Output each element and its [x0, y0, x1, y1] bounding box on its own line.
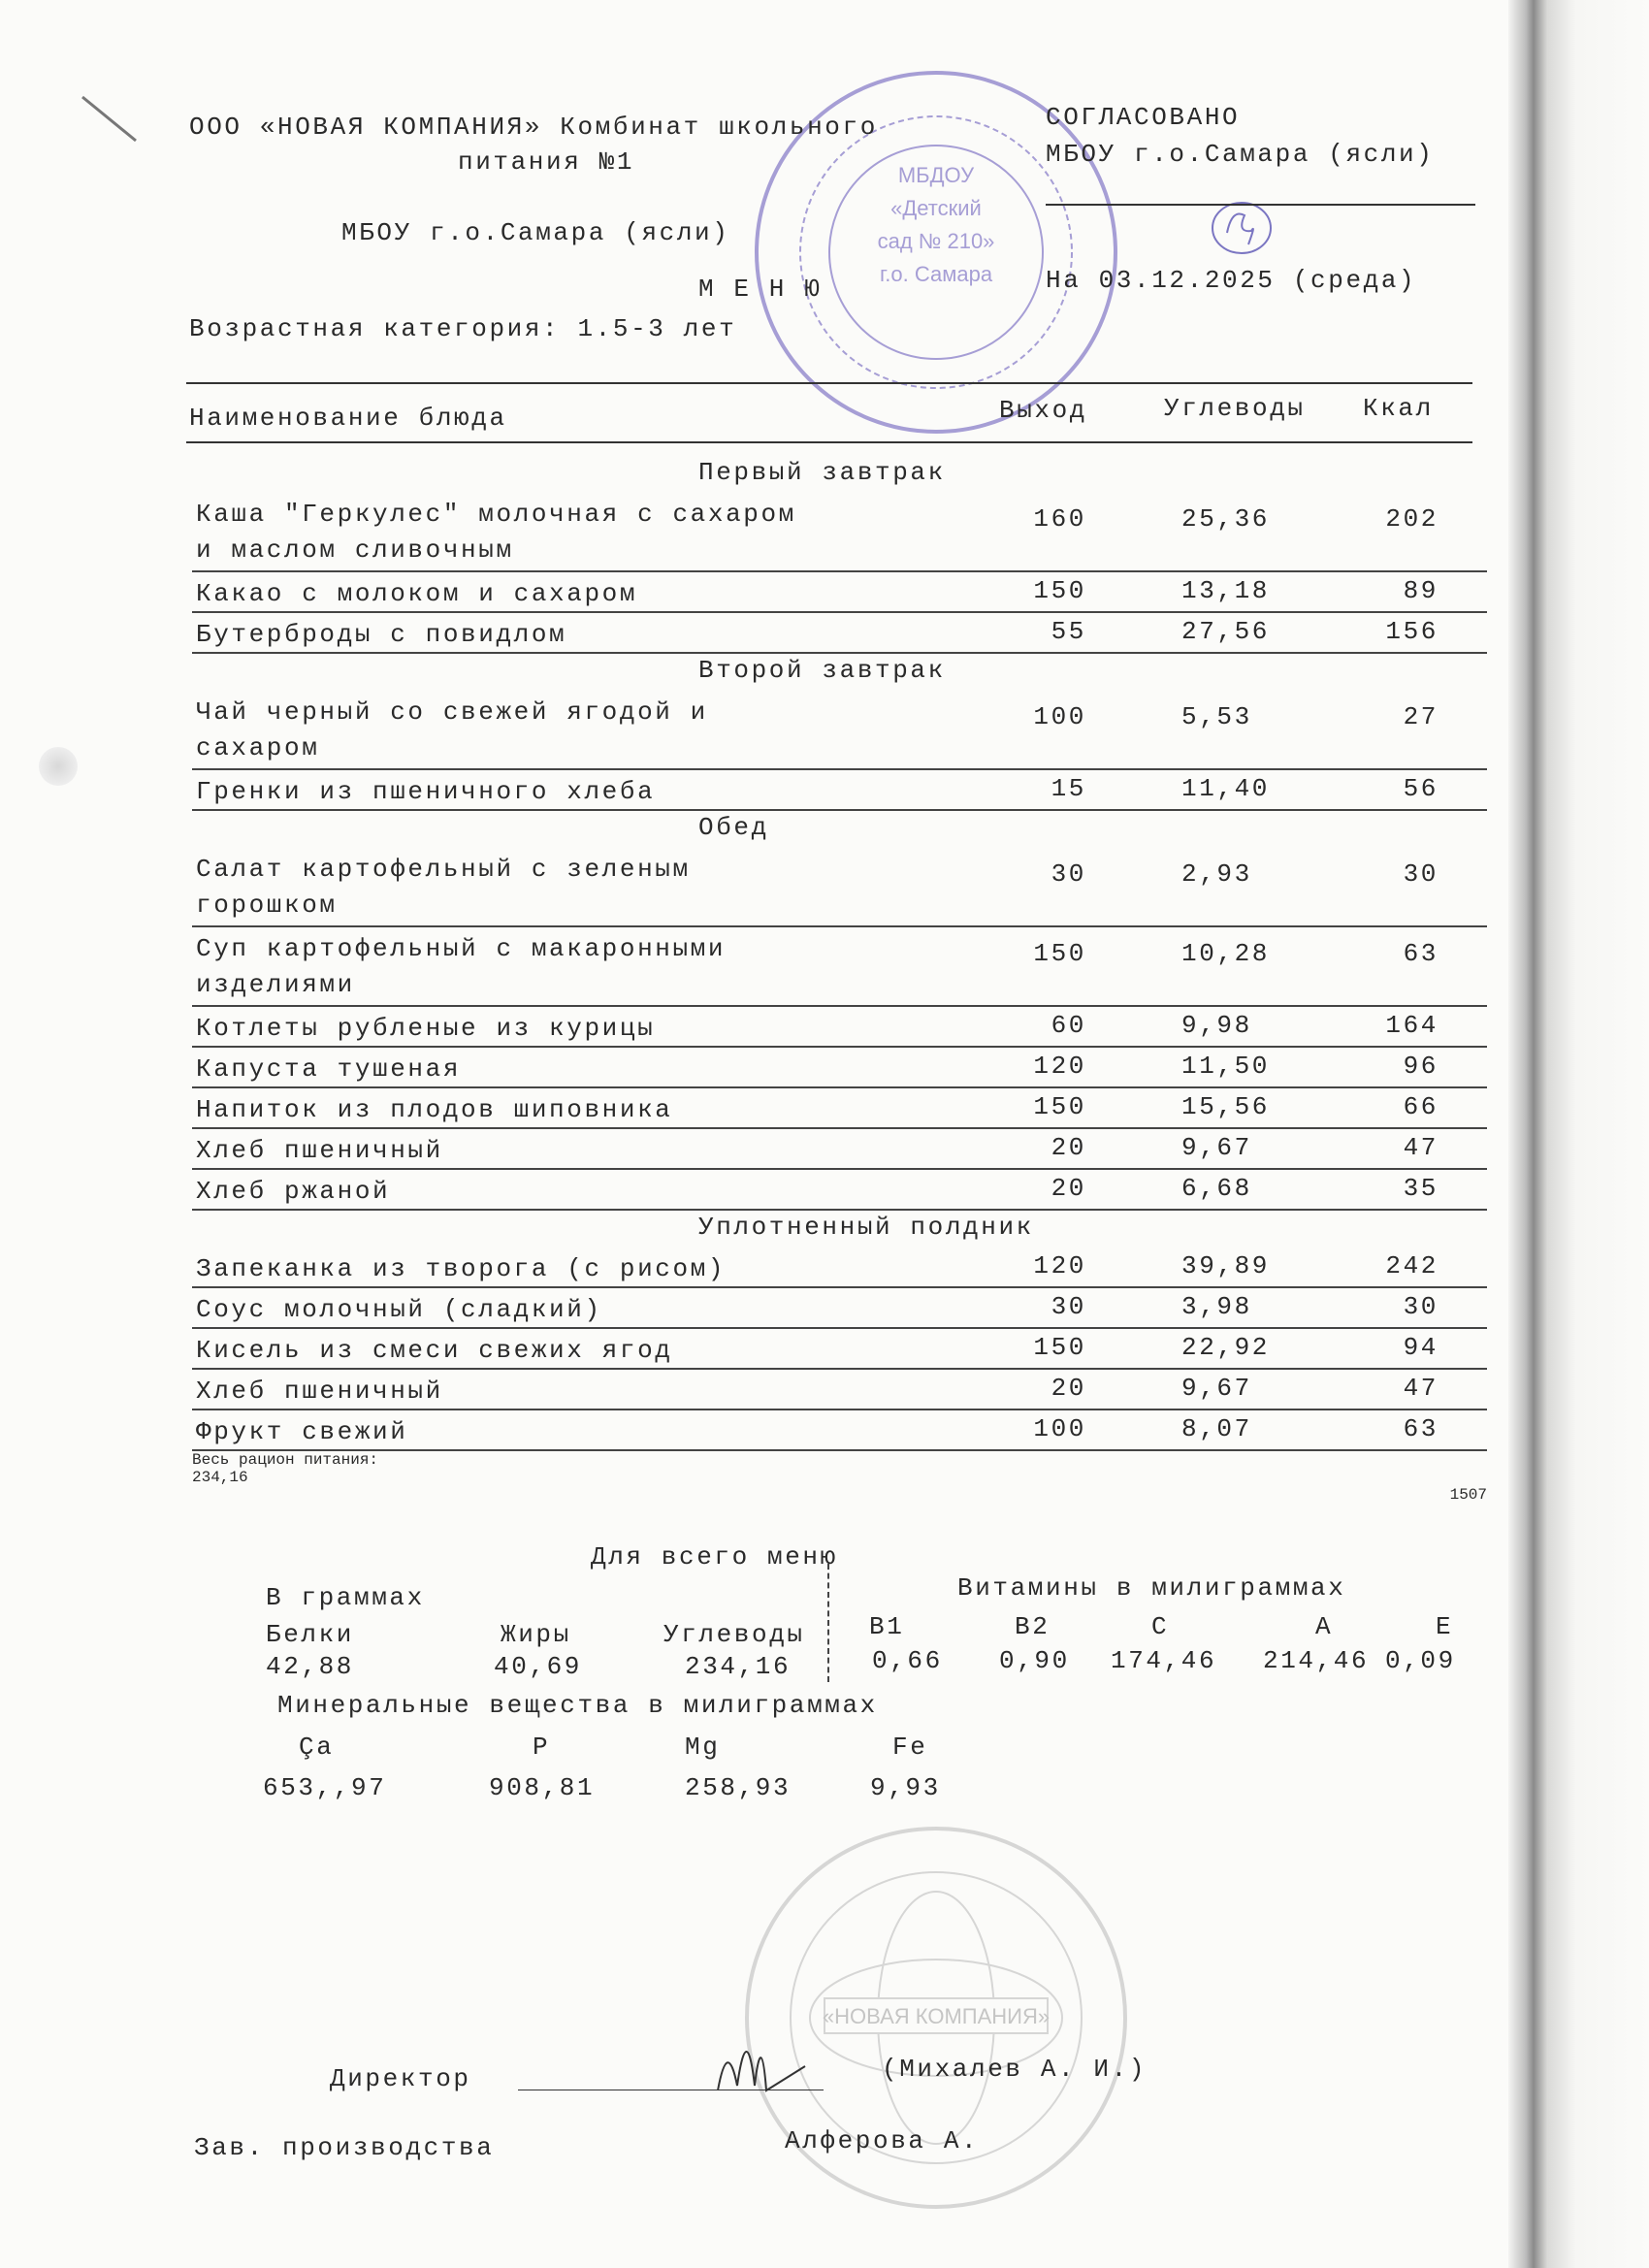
scan-mark	[78, 92, 146, 150]
dish-carbs: 11,40	[1181, 774, 1271, 803]
dish-carbs: 9,98	[1181, 1011, 1252, 1040]
mineral-value: 9,93	[870, 1773, 941, 1802]
dish-carbs: 9,67	[1181, 1133, 1252, 1162]
dish-name: Чай черный со свежей ягодой и сахаром	[196, 697, 708, 762]
total-row	[192, 1451, 1487, 1504]
table-row	[192, 691, 1487, 770]
org-name: МБОУ г.о.Самара (ясли)	[341, 218, 730, 247]
dish-output: 150	[1033, 939, 1086, 968]
dish-output: 20	[1051, 1133, 1086, 1162]
dish-kcal: 63	[1403, 939, 1439, 968]
director-signature	[708, 2008, 815, 2105]
vitamin-value: 214,46	[1263, 1646, 1370, 1675]
dish-name: Соус молочный (сладкий)	[196, 1295, 602, 1324]
table-row	[192, 1170, 1487, 1211]
mineral-header: Ça	[299, 1733, 335, 1762]
dish-name: Какао с молоком и сахаром	[196, 579, 638, 608]
age-category: Возрастная категория: 1.5-3 лет	[189, 314, 737, 343]
dish-carbs: 2,93	[1181, 859, 1252, 889]
dish-carbs: 3,98	[1181, 1292, 1252, 1321]
dish-carbs: 15,56	[1181, 1092, 1271, 1121]
director-label: Директор	[330, 2064, 471, 2093]
dish-output: 55	[1051, 617, 1086, 646]
scan-edge	[1508, 0, 1649, 2268]
dish-kcal: 66	[1403, 1092, 1439, 1121]
dish-carbs: 22,92	[1181, 1333, 1271, 1362]
vitamin-value: 0,66	[872, 1646, 943, 1675]
table-row	[192, 1370, 1487, 1410]
divider	[186, 441, 1472, 443]
director-name: (Михалев А. И.)	[882, 2055, 1148, 2084]
dish-output: 20	[1051, 1374, 1086, 1403]
dish-output: 150	[1033, 1333, 1086, 1362]
table-row	[192, 770, 1487, 811]
dish-carbs: 6,68	[1181, 1174, 1252, 1203]
grams-header: Жиры	[501, 1620, 571, 1649]
stamp-line3: сад № 210»	[877, 229, 995, 253]
table-row	[192, 1007, 1487, 1048]
dish-kcal: 202	[1385, 504, 1439, 534]
total-label: Весь рацион питания:	[192, 1451, 379, 1469]
dish-kcal: 35	[1403, 1174, 1439, 1203]
section-title: Уплотненный полдник	[698, 1213, 1034, 1242]
approved-label: СОГЛАСОВАНО	[1046, 103, 1241, 132]
stamp-line1: МБДОУ	[897, 163, 975, 187]
mineral-value: 258,93	[685, 1773, 792, 1802]
table-row	[192, 1088, 1487, 1129]
dish-kcal: 63	[1403, 1414, 1439, 1443]
mineral-header: P	[533, 1733, 551, 1762]
dish-output: 60	[1051, 1011, 1086, 1040]
production-label: Зав. производства	[194, 2133, 495, 2162]
dish-kcal: 242	[1385, 1251, 1439, 1280]
dish-output: 100	[1033, 1414, 1086, 1443]
mineral-header: Mg	[685, 1733, 721, 1762]
dish-kcal: 164	[1385, 1011, 1439, 1040]
dish-output: 30	[1051, 1292, 1086, 1321]
summary-title: Для всего меню	[591, 1542, 838, 1571]
dish-kcal: 96	[1403, 1052, 1439, 1081]
table-row	[192, 927, 1487, 1007]
dish-output: 150	[1033, 1092, 1086, 1121]
approval-signature-line	[1046, 204, 1475, 206]
minerals-label: Минеральные вещества в милиграммах	[277, 1691, 878, 1720]
divider	[186, 382, 1472, 384]
dish-kcal: 30	[1403, 1292, 1439, 1321]
dish-carbs: 27,56	[1181, 617, 1271, 646]
dish-kcal: 56	[1403, 774, 1439, 803]
section-title: Второй завтрак	[698, 656, 946, 685]
dish-name: Котлеты рубленые из курицы	[196, 1014, 656, 1043]
stamp-company: «НОВАЯ КОМПАНИЯ»	[822, 2004, 1051, 2028]
vitamins-label: Витамины в милиграммах	[957, 1573, 1346, 1603]
dish-output: 15	[1051, 774, 1086, 803]
vitamin-header: B2	[1015, 1612, 1051, 1641]
grams-label: В граммах	[266, 1583, 425, 1612]
dish-carbs: 39,89	[1181, 1251, 1271, 1280]
dish-name: Каша "Геркулес" молочная с сахаром и маслом сливочным	[196, 500, 796, 565]
dish-output: 30	[1051, 859, 1086, 889]
mineral-header: Fe	[892, 1733, 928, 1762]
table-row	[192, 1329, 1487, 1370]
vitamin-header: E	[1436, 1612, 1454, 1641]
dish-output: 100	[1033, 702, 1086, 731]
dish-name: Капуста тушеная	[196, 1054, 462, 1084]
table-row	[192, 1288, 1487, 1329]
dish-name: Кисель из смеси свежих ягод	[196, 1336, 673, 1365]
table-row	[192, 572, 1487, 613]
grams-value: 42,88	[266, 1652, 355, 1681]
dish-output: 160	[1033, 504, 1086, 534]
dish-name: Запеканка из творога (с рисом)	[196, 1254, 727, 1283]
dish-name: Гренки из пшеничного хлеба	[196, 777, 656, 806]
dish-name: Бутерброды с повидлом	[196, 620, 567, 649]
mineral-value: 653,,97	[263, 1773, 387, 1802]
punch-hole	[39, 747, 78, 786]
stamp-line2: «Детский	[890, 196, 982, 220]
section-header	[192, 654, 1487, 691]
stamp-line4: г.о. Самара	[879, 262, 993, 286]
vitamin-header: A	[1315, 1612, 1334, 1641]
section-header	[192, 811, 1487, 848]
dish-output: 150	[1033, 576, 1086, 605]
vitamin-header: C	[1151, 1612, 1170, 1641]
mineral-value: 908,81	[489, 1773, 596, 1802]
total-kcal: 1507	[1449, 1486, 1487, 1504]
dish-output: 120	[1033, 1251, 1086, 1280]
menu-table	[192, 456, 1487, 1504]
dish-name: Салат картофельный с зеленым горошком	[196, 855, 691, 920]
dish-kcal: 47	[1403, 1133, 1439, 1162]
dish-name: Хлеб пшеничный	[196, 1377, 443, 1406]
vitamin-header: B1	[869, 1612, 905, 1641]
col-carbs-header: Углеводы	[1164, 394, 1306, 423]
company-line1: ООО «НОВАЯ КОМПАНИЯ» Комбинат школьного	[189, 113, 878, 142]
grams-value: 40,69	[494, 1652, 583, 1681]
dish-kcal: 156	[1385, 617, 1439, 646]
production-name: Алферова А.	[785, 2126, 980, 2155]
dish-output: 20	[1051, 1174, 1086, 1203]
dish-carbs: 25,36	[1181, 504, 1271, 534]
section-header	[192, 456, 1487, 493]
dish-output: 120	[1033, 1052, 1086, 1081]
dish-carbs: 9,67	[1181, 1374, 1252, 1403]
dish-carbs: 13,18	[1181, 576, 1271, 605]
dish-carbs: 11,50	[1181, 1052, 1271, 1081]
section-title: Обед	[698, 813, 769, 842]
dish-kcal: 89	[1403, 576, 1439, 605]
table-row	[192, 493, 1487, 572]
dish-name: Напиток из плодов шиповника	[196, 1095, 673, 1124]
company-line2: питания №1	[458, 147, 635, 177]
section-header	[192, 1211, 1487, 1247]
dish-kcal: 27	[1403, 702, 1439, 731]
dish-name: Хлеб пшеничный	[196, 1136, 443, 1165]
table-row	[192, 1129, 1487, 1170]
col-kcal-header: Ккал	[1363, 394, 1434, 423]
dish-carbs: 5,53	[1181, 702, 1252, 731]
dish-kcal: 94	[1403, 1333, 1439, 1362]
table-row	[192, 613, 1487, 654]
table-row	[192, 1048, 1487, 1088]
grams-header: Углеводы	[663, 1620, 805, 1649]
total-carbs: 234,16	[192, 1469, 248, 1486]
menu-date: На 03.12.2025 (среда)	[1046, 266, 1417, 295]
dish-name: Суп картофельный с макаронными изделиями	[196, 934, 727, 999]
grams-header: Белки	[266, 1620, 355, 1649]
dish-carbs: 10,28	[1181, 939, 1271, 968]
dish-carbs: 8,07	[1181, 1414, 1252, 1443]
approved-org: МБОУ г.о.Самара (ясли)	[1046, 140, 1435, 169]
vitamin-value: 174,46	[1111, 1646, 1217, 1675]
table-row	[192, 848, 1487, 927]
menu-title: М Е Н Ю	[698, 275, 823, 304]
table-row	[192, 1410, 1487, 1451]
grams-value: 234,16	[685, 1652, 792, 1681]
table-row	[192, 1247, 1487, 1288]
section-title: Первый завтрак	[698, 458, 946, 487]
dish-name: Фрукт свежий	[196, 1417, 408, 1446]
vitamin-value: 0,90	[999, 1646, 1070, 1675]
dish-kcal: 30	[1403, 859, 1439, 889]
summary-dashed-divider	[827, 1564, 829, 1682]
dish-kcal: 47	[1403, 1374, 1439, 1403]
col-name-header: Наименование блюда	[189, 404, 507, 433]
dish-name: Хлеб ржаной	[196, 1177, 391, 1206]
col-output-header: Выход	[999, 396, 1088, 425]
vitamin-value: 0,09	[1385, 1646, 1456, 1675]
